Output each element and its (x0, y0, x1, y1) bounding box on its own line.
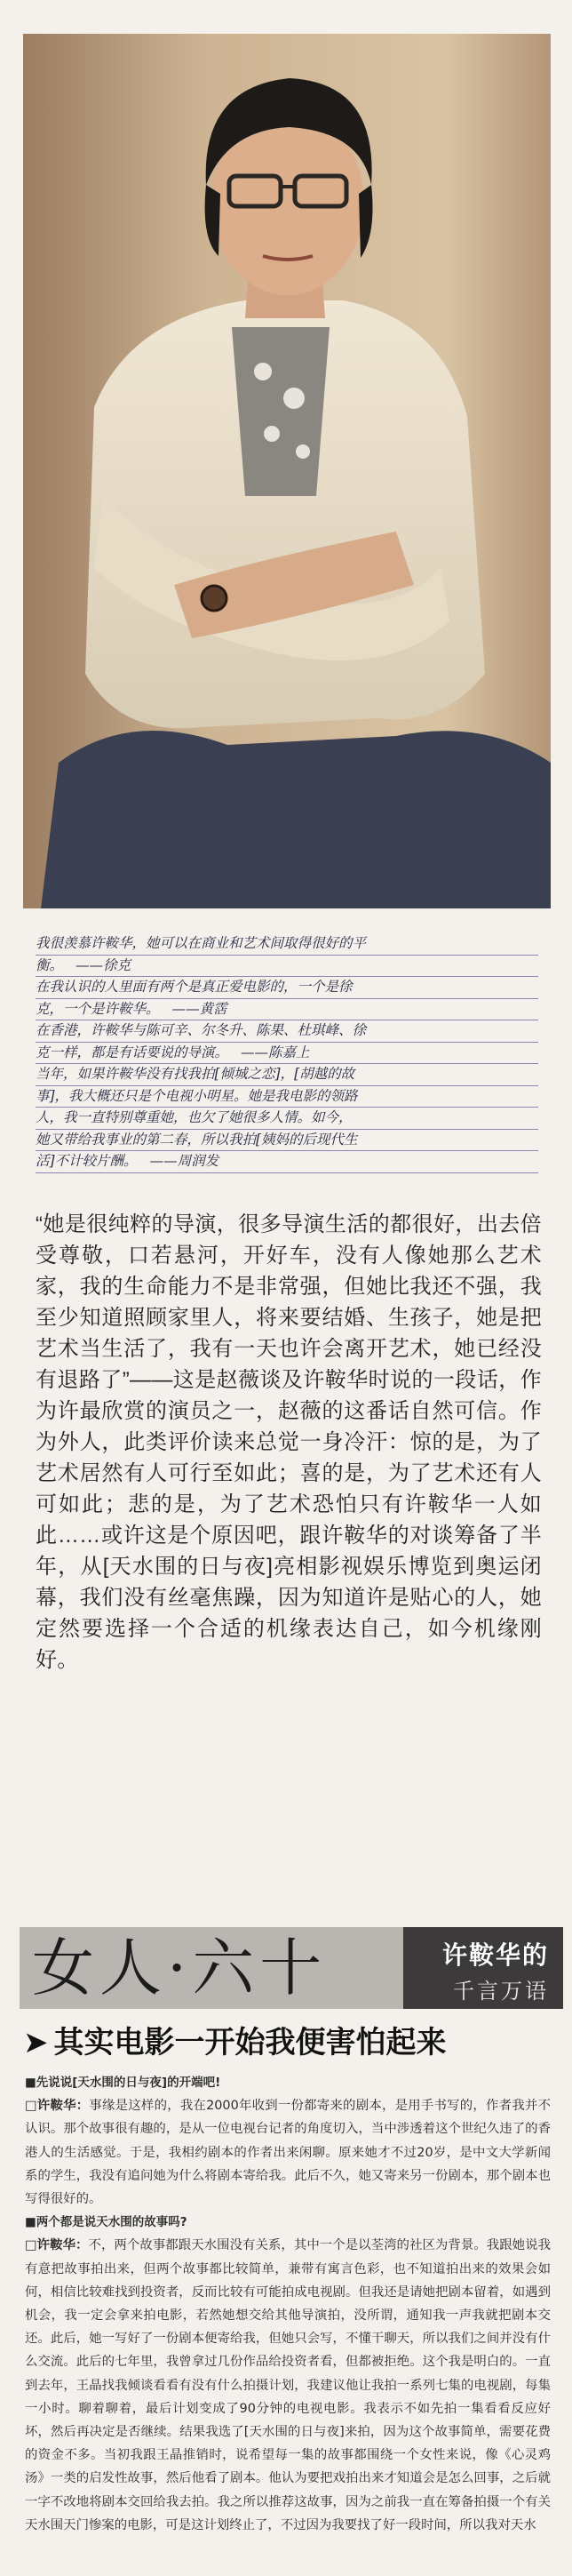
quote-line: 克，一个是许鞍华。 ——黄霑 (36, 999, 538, 1021)
quote-line: 在我认识的人里面有两个是真正爱电影的，一个是徐 (36, 977, 538, 999)
banner-tag-top: 许鞍华的 (441, 1940, 549, 1970)
quote-line: 在香港，许鞍华与陈可辛、尔冬升、陈果、杜琪峰、徐 (36, 1020, 538, 1043)
speaker-label: □许鞍华： (25, 2238, 89, 2253)
portrait-photo (23, 34, 551, 908)
quote-author: ——陈嘉上 (241, 1044, 310, 1060)
arrow-icon: ➤ (23, 2026, 49, 2060)
interview-body (25, 2071, 551, 2537)
quote-line: 我很羡慕许鞍华，她可以在商业和艺术间取得很好的平 (36, 933, 538, 956)
banner-title: 女人·六十 (32, 1932, 328, 2004)
banner-tag (403, 1927, 563, 2009)
celebrity-quotes (36, 933, 538, 1184)
intro-paragraph: “她是很纯粹的导演，很多导演生活的都很好，出去倍受尊敬，口若悬河，开好车，没有人像她那么艺术家，我的生命能力不是非常强，但她比我还不强，我至少知道照顾家里人，将来要结婚、生孩子，她是把艺术当生活了，我有一天也许会离开艺术，她已经没有退路了”——这是赵薇谈及许鞍华时说的一段话，作为许最欣赏的演员之一，赵薇的这番话自然可信。作为外人，此类评价读来总觉一身冷汗：惊的是，为了艺术居然有人可行至如此；喜的是，为了艺术还有人可如此；悲的是，为了艺术恐怕只有许鞍华一人如此……或许这是个原因吧，跟许鞍华的对谈筹备了半年，从[天水围的日与夜]亮相影视娱乐博览到奥运闭幕，我们没有丝毫焦躁，因为知道许是贴心的人，她定然要选择一个合适的机缘表达自己，如今机缘刚好。 (36, 1212, 542, 1672)
quote-line: 衡。 ——徐克 (36, 956, 538, 978)
quote-line: 活]不计较片酬。 ——周润发 (36, 1151, 538, 1173)
quote-line: 当年，如果许鞍华没有找我拍[倾城之恋]，[胡越的故 (36, 1064, 538, 1086)
interview-answer: □许鞍华：事缘是这样的，我在2000年收到一份都寄来的剧本，是用手书写的，作者我并不认识。那个故事很有趣的，是从一位电视台记者的角度切入，当中涉透着这个世纪久违了的香港人的生活感觉。于是，我相约剧本的作者出来闲聊。原来她才不过20岁，是中文大学新闻系的学生，我没有追问她为什么将剧本寄给我。此后不久，她又寄来另一份剧本，那个剧本也写得很好的。 (25, 2099, 551, 2207)
section-headline (23, 2023, 556, 2062)
quote-line: 她又带给我事业的第二春，所以我拍[姨妈的后现代生 (36, 1130, 538, 1152)
interview-question: ■两个都是说天水围的故事吗? (25, 2215, 187, 2230)
interview-answer: □许鞍华：不，两个故事都跟天水围没有关系，其中一个是以荃湾的社区为背景。我跟她说我有意把故事拍出来，但两个故事都比较简单，兼带有寓言色彩，也不知道拍出来的效果会如何，相信比较难找到投资者，反而比较有可能拍成电视剧。但我还是请她把剧本留着，如遇到机会，我一定会拿来拍电影，若然她想交给其他导演拍，没所谓，通知我一声我就把剧本交还。此后，她一写好了一份剧本便寄给我，但她只会写，不懂干聊天，所以我们之间并没有什么交流。此后的七年里，我曾拿过几份作品给投资者看，但都被拒绝。这个我是明白的。一直到去年，王晶找我倾谈看看有没有什么拍摄计划，我建议他让我拍一系列七集的电视剧，每集一小时。聊着聊着，最后计划变成了90分钟的电视电影。我表示不如先拍一集看看反应好坏，然后再决定是否继续。结果我选了[天水围的日与夜]来拍，因为这个故事简单，需要花费的资金不多。当初我跟王晶推销时，说希望每一集的故事都围绕一个女性来说，像《心灵鸡汤》一类的启发性故事，然后他看了剧本。他认为要把戏拍出来才知道会是怎么回事，之后就一字不改地将剧本交回给我去拍。我之所以推荐这故事，因为之前我一直在筹备拍摄一个有关天水围天门惨案的电影，可是这计划终止了，不过因为我要找了好一段时间，所以我对天水 (25, 2238, 551, 2532)
quote-line: 人，我一直特别尊重她，也欠了她很多人情。如今， (36, 1108, 538, 1130)
headline-text: 其实电影一开始我便害怕起来 (53, 2026, 447, 2060)
quote-author: ——徐克 (75, 956, 131, 973)
interview-question: ■先说说[天水围的日与夜]的开端吧! (25, 2076, 221, 2090)
section-banner (20, 1927, 563, 2009)
portrait-illustration (23, 34, 551, 908)
quote-author: ——周润发 (149, 1153, 219, 1169)
quote-author: ——黄霑 (171, 1000, 227, 1017)
banner-tag-bottom: 千言万语 (453, 1979, 549, 2004)
quote-line: 事]，我大概还只是个电视小明星。她是我电影的领路 (36, 1086, 538, 1108)
quote-line: 克一样，都是有话要说的导演。 ——陈嘉上 (36, 1043, 538, 1065)
speaker-label: □许鞍华： (25, 2099, 90, 2114)
